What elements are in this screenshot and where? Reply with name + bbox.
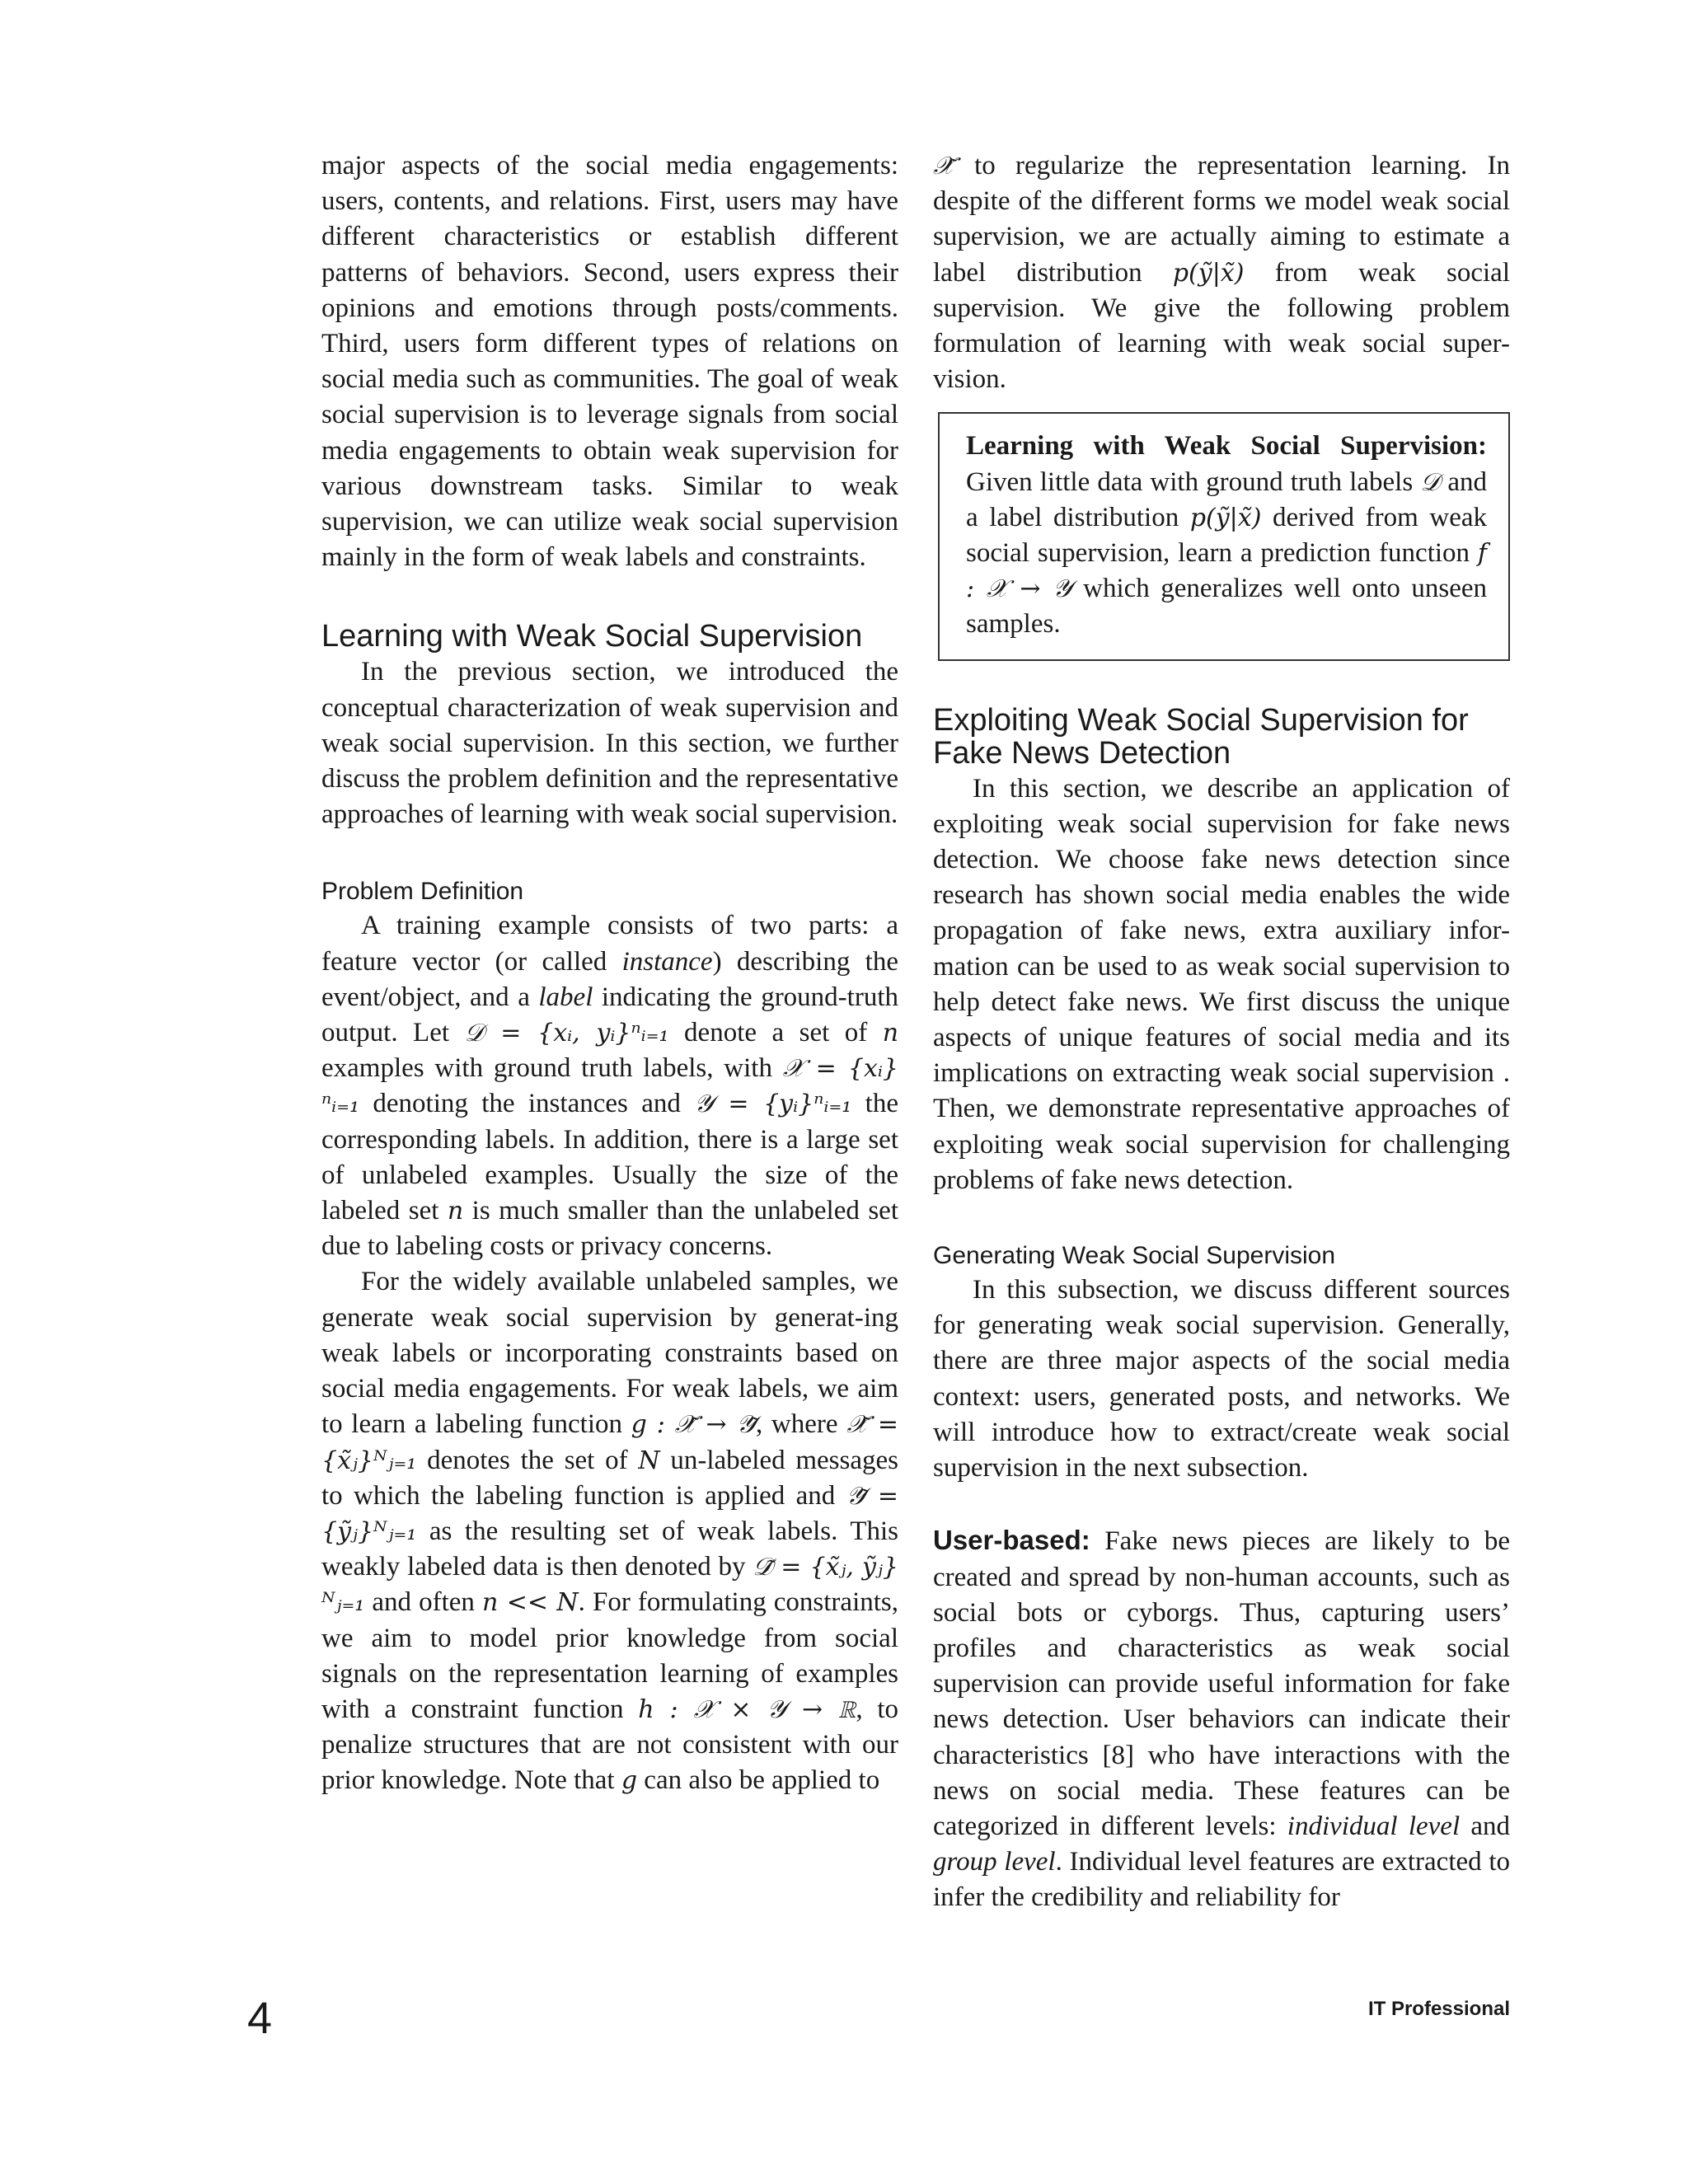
paragraph: 𝒳̃ to regularize the representation learning. In despite of the different forms we model weak social supervision, we are actually aiming to estimate a label distribution p(ỹ|x̃) from weak social supervision. We give the following problem formulation of learning with weak social super-vision. [933,151,1510,395]
paragraph: In the previous section, we introduced the conceptual characterization of weak supervision and weak social supervision. In this section, we further discuss the problem definition and the representative approaches of learning with weak social supervision. [321,657,898,830]
journal-name: IT Professional [1367,1998,1510,2020]
right-column [933,148,1510,1916]
left-column [321,148,898,1799]
paragraph-lead: User-based: [933,1525,1090,1556]
definition-text: Learning with Weak Social Supervision: Given little data with ground truth labels 𝒟 and a label distribution p(ỹ|x̃) derived from weak social supervision, learn a prediction function f : 𝒳 → 𝒴 which generalizes well onto unseen samples. [966,431,1487,640]
paragraph: major aspects of the social media engagements: users, contents, and relations. First, users may have different characteristics or establish different patterns of behaviors. Second, users express their opinions and emotions through posts/comments. Third, users form different types of relations on social media such as communities. The goal of weak social supervision is to leverage signals from social media engagements to obtain weak supervision for various downstream tasks. Similar to weak supervision, we can utilize weak social supervision mainly in the form of weak labels and constraints. [321,151,898,573]
definition-box [938,412,1510,660]
paragraph: In this subsection, we discuss different sources for generating weak social supervision. Generally, there are three major aspects of the social media context: users, generated posts, and networks. We will introduce how to extract/create weak social supervision in the next subsection. [933,1275,1510,1483]
subsection-heading: Generating Weak Social Supervision [933,1242,1336,1270]
subsection-heading: Problem Definition [321,878,524,906]
page-number: 4 [247,1994,273,2043]
section-heading: Exploiting Weak Social Supervision for Fake News Detection [933,702,1469,771]
paragraph: User-based: Fake news pieces are likely to be created and spread by non-human accounts, such as social bots or cyborgs. Thus, capturing users’ profiles and characteristics as weak social supervision can provide useful information for fake news detection. User behaviors can indicate their characteristics [8] who have interactions with the news on social media. These features can be categorized in different levels: individual level and group level. Individual level features are extracted to infer the credibility and reliability for [933,1525,1510,1913]
paragraph: For the widely available unlabeled samples, we generate weak social supervision by generat-ing weak labels or incorporating constraints based on social media engagements. For weak labels, we aim to learn a labeling function g : 𝒳̃ → 𝒴̃, where 𝒳̃ = {x̃ⱼ}ᴺⱼ₌₁ denotes the set of N un-labeled messages to which the labeling function is applied and 𝒴̃ = {ỹⱼ}ᴺⱼ₌₁ as the resulting set of weak labels. This weakly labeled data is then denoted by 𝒟̃ = {x̃ⱼ, ỹⱼ}ᴺⱼ₌₁ and often n << N. For formulating constraints, we aim to model prior knowledge from social signals on the representation learning of examples with a constraint function h : 𝒳 × 𝒴 → ℝ, to penalize structures that are not consistent with our prior knowledge. Note that g can also be applied to [321,1267,899,1796]
section-heading: Learning with Weak Social Supervision [321,619,863,654]
paragraph: In this section, we describe an application of exploiting weak social supervision for fake news detection. We choose fake news detection since research has shown social media enables the wide propagation of fake news, extra auxiliary infor-mation can be used to as weak social supervision to help detect fake news. We first discuss the unique aspects of unique features of social media and its implications on extracting weak social supervision . Then, we demonstrate representative approaches of exploiting weak social supervision for challenging problems of fake news detection. [933,773,1510,1195]
definition-title: Learning with Weak Social Supervision: [966,431,1487,462]
paragraph: A training example consists of two parts: a feature vector (or called instance) describing the event/object, and a label indicating the ground-truth output. Let 𝒟 = {xᵢ, yᵢ}ⁿᵢ₌₁ denote a set of n examples with ground truth labels, with 𝒳 = {xᵢ}ⁿᵢ₌₁ denoting the instances and 𝒴 = {yᵢ}ⁿᵢ₌₁ the corresponding labels. In addition, there is a large set of unlabeled examples. Usually the size of the labeled set n is much smaller than the unlabeled set due to labeling costs or privacy concerns. [321,911,899,1262]
